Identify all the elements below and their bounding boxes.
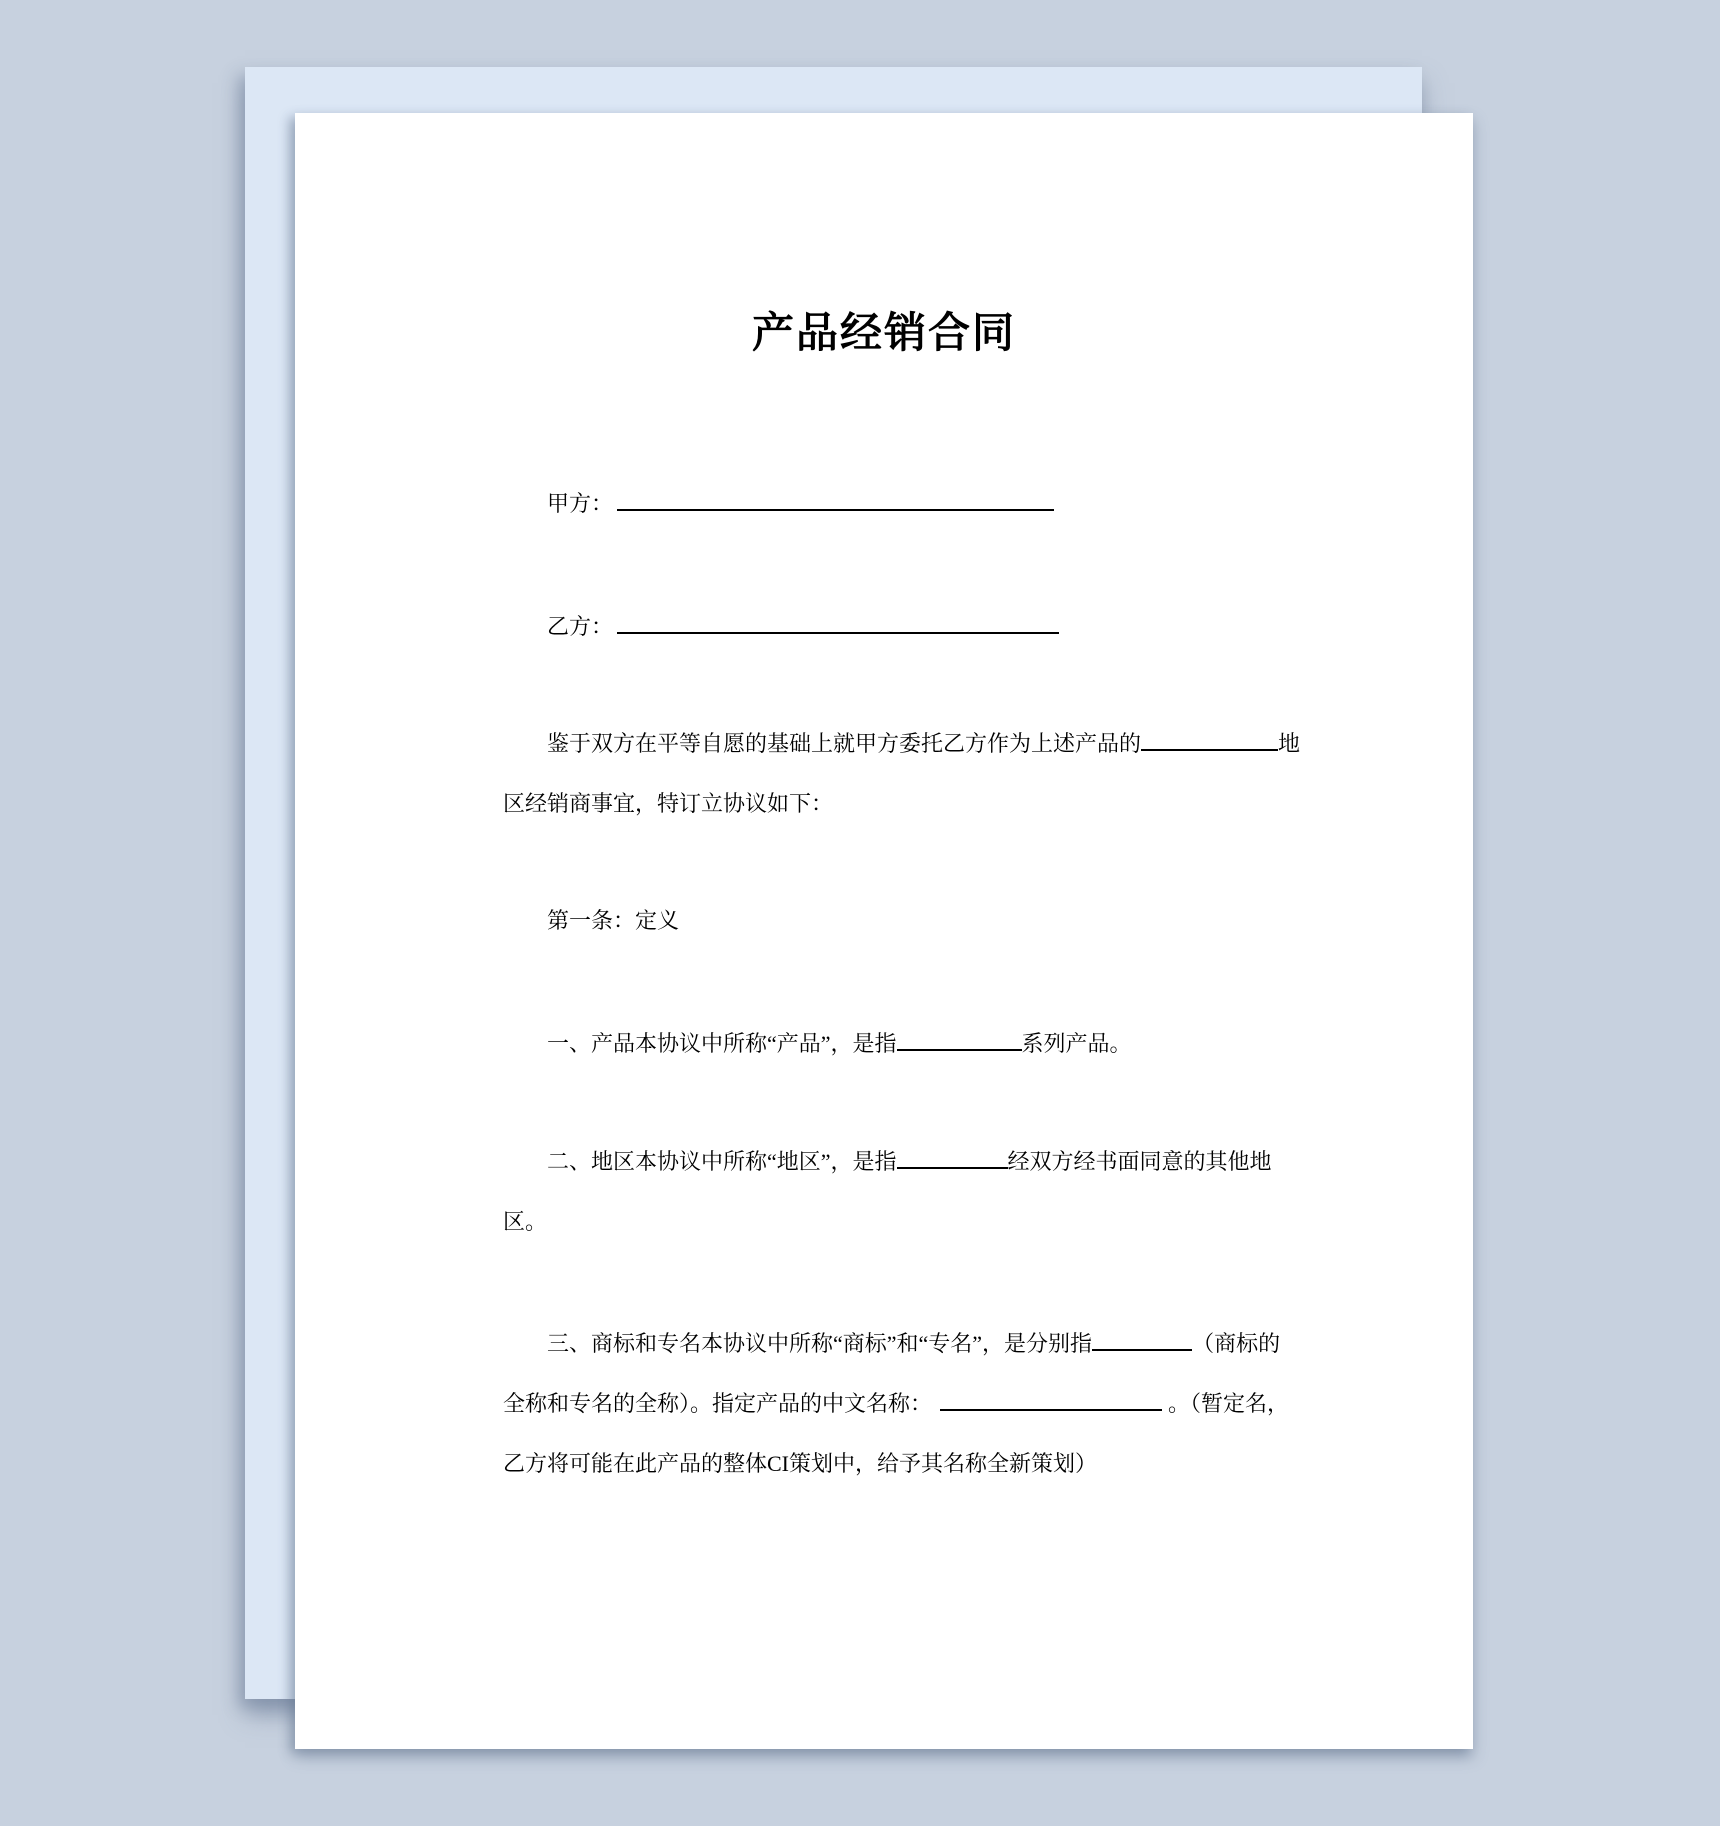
preamble-paragraph (295, 714, 1473, 834)
party-a-label: 甲方： (547, 491, 614, 516)
clause-2-line-1 (547, 1132, 1453, 1192)
preamble-blank-field (1141, 729, 1278, 751)
preamble-text-before-blank: 鉴于双方在平等自愿的基础上就甲方委托乙方作为上述产品的 (547, 731, 1142, 756)
clause-2-line-2 (503, 1192, 1453, 1252)
clause-2-line-2-text: 区。 (503, 1209, 548, 1234)
clause-3-line-3 (503, 1434, 1453, 1494)
preamble-text-after-blank: 地 (1278, 731, 1301, 756)
clause-3-line-1 (547, 1314, 1453, 1374)
clause-3-line-2 (503, 1374, 1453, 1434)
clause-1-text-before-blank: 一、产品本协议中所称“产品”，是指 (547, 1031, 897, 1056)
clause-2-text-after-blank: 经双方经书面同意的其他地 (1007, 1149, 1272, 1174)
clause-3-line-3-text: 乙方将可能在此产品的整体CI策划中，给予其名称全新策划） (503, 1451, 1098, 1476)
page-front-sheet (295, 113, 1473, 1749)
preamble-line-1 (547, 714, 1453, 774)
clause-3-text-after-blank-1: （商标的 (1192, 1331, 1281, 1356)
party-b-label: 乙方： (547, 614, 614, 639)
preamble-line-2-text: 区经销商事宜，特订立协议如下： (503, 791, 834, 816)
clause-3-text-before-blank-1: 三、商标和专名本协议中所称“商标”和“专名”，是分别指 (547, 1331, 1093, 1356)
clause-2-paragraph (295, 1132, 1473, 1252)
article-1-heading-text: 第一条：定义 (547, 908, 680, 933)
clause-3-blank-field-2 (940, 1389, 1162, 1411)
party-a-row (547, 474, 1453, 534)
document-title: 产品经销合同 (751, 309, 1016, 356)
article-1-heading (547, 891, 1453, 951)
clause-2-text-before-blank: 二、地区本协议中所称“地区”，是指 (547, 1149, 897, 1174)
clause-3-paragraph (295, 1314, 1473, 1494)
preamble-line-2 (503, 774, 1453, 834)
clause-2-blank-field (897, 1147, 1008, 1169)
clause-3-text-before-blank-2: 全称和专名的全称）。指定产品的中文名称： (503, 1391, 933, 1416)
clause-1-paragraph (547, 1014, 1453, 1074)
clause-3-blank-field-1 (1092, 1329, 1192, 1351)
party-b-row (547, 597, 1453, 657)
party-b-blank-field (617, 612, 1059, 634)
clause-1-text-after-blank: 系列产品。 (1021, 1031, 1132, 1056)
clause-3-text-after-blank-2: 。（暂定名， (1168, 1391, 1290, 1416)
party-a-blank-field (617, 489, 1054, 511)
clause-1-blank-field (897, 1029, 1022, 1051)
